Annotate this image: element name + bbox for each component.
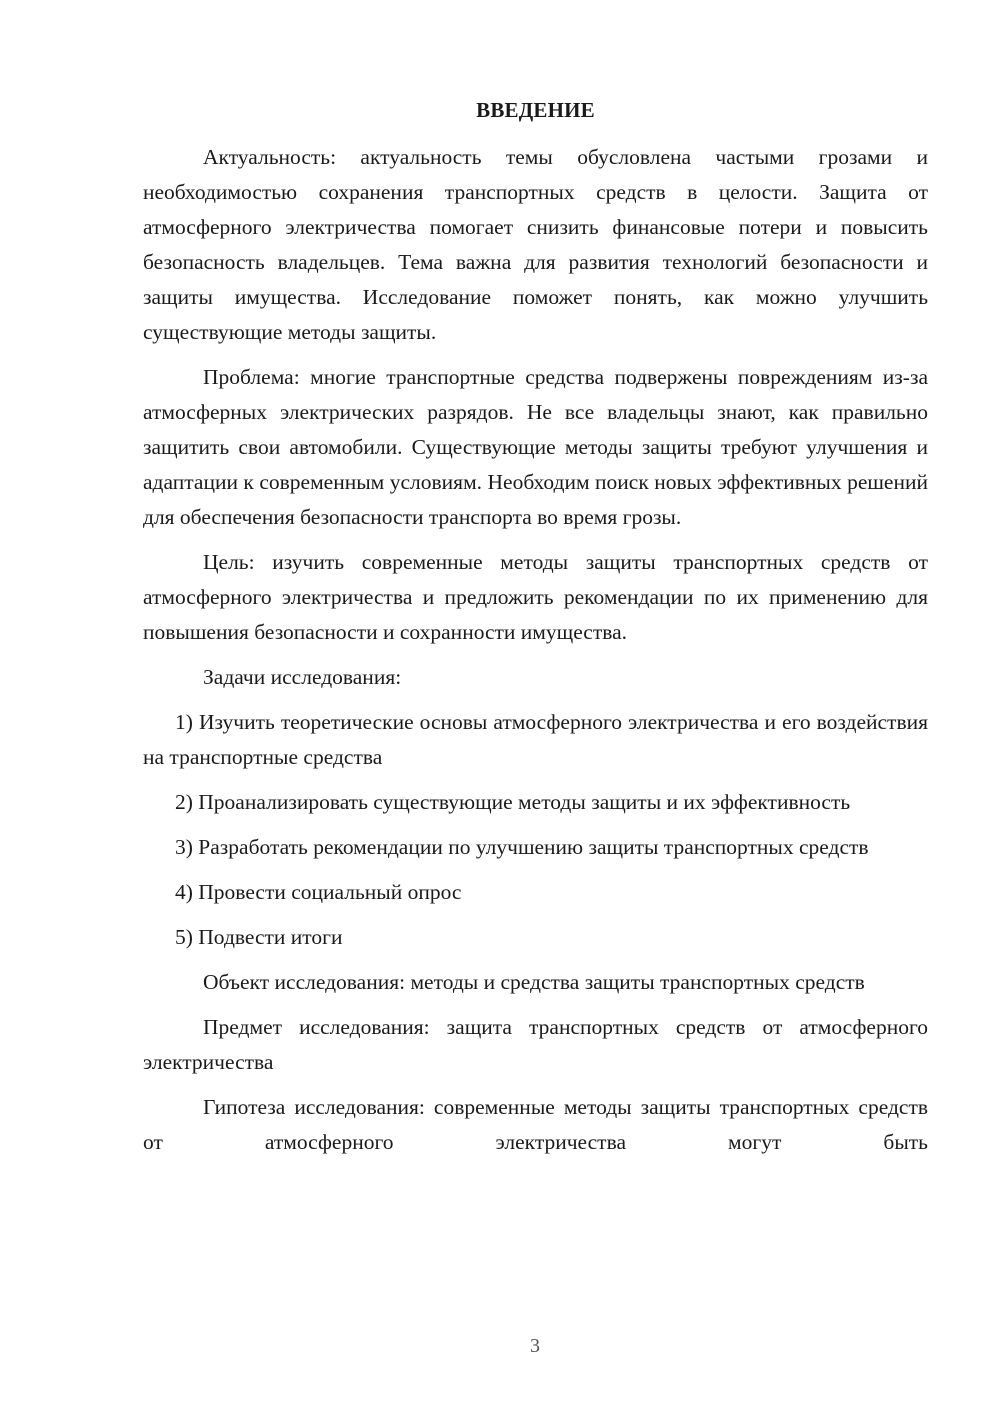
task-item: 3) Разработать рекомендации по улучшению защиты транспортных средств xyxy=(175,835,869,859)
goal-paragraph: Цель: изучить современные методы защиты транспортных средств от атмосферного электричества и предложить рекомендации по их применению для повышения безопасности и сохранности имущества. xyxy=(143,550,928,644)
tasks-heading: Задачи исследования: xyxy=(203,665,402,689)
subject-paragraph: Предмет исследования: защита транспортных средств от атмосферного электричества xyxy=(143,1015,928,1074)
page-number: 3 xyxy=(530,1335,540,1357)
page-title: ВВЕДЕНИЕ xyxy=(476,98,595,122)
document-page xyxy=(143,95,928,1170)
task-item: 2) Проанализировать существующие методы защиты и их эффективность xyxy=(175,790,851,814)
hypothesis-paragraph: Гипотеза исследования: современные методы защиты транспортных средств от атмосферного электричества могут быть xyxy=(143,1095,928,1154)
task-item: 1) Изучить теоретические основы атмосферного электричества и его воздействия на транспортные средства xyxy=(143,710,928,769)
task-item: 5) Подвести итоги xyxy=(175,925,343,949)
problem-paragraph: Проблема: многие транспортные средства подвержены повреждениям из-за атмосферных электрических разрядов. Не все владельцы знают, как правильно защитить свои автомобили. Существующие методы защиты требуют улучшения и адаптации к современным условиям. Необходим поиск новых эффективных решений для обеспечения безопасности транспорта во время грозы. xyxy=(143,365,928,529)
task-item: 4) Провести социальный опрос xyxy=(175,880,462,904)
relevance-paragraph: Актуальность: актуальность темы обусловлена частыми грозами и необходимостью сохранения транспортных средств в целости. Защита от атмосферного электричества помогает снизить финансовые потери и повысить безопасность владельцев. Тема важна для развития технологий безопасности и защиты имущества. Исследование поможет понять, как можно улучшить существующие методы защиты. xyxy=(143,145,928,344)
object-paragraph: Объект исследования: методы и средства защиты транспортных средств xyxy=(203,970,865,994)
